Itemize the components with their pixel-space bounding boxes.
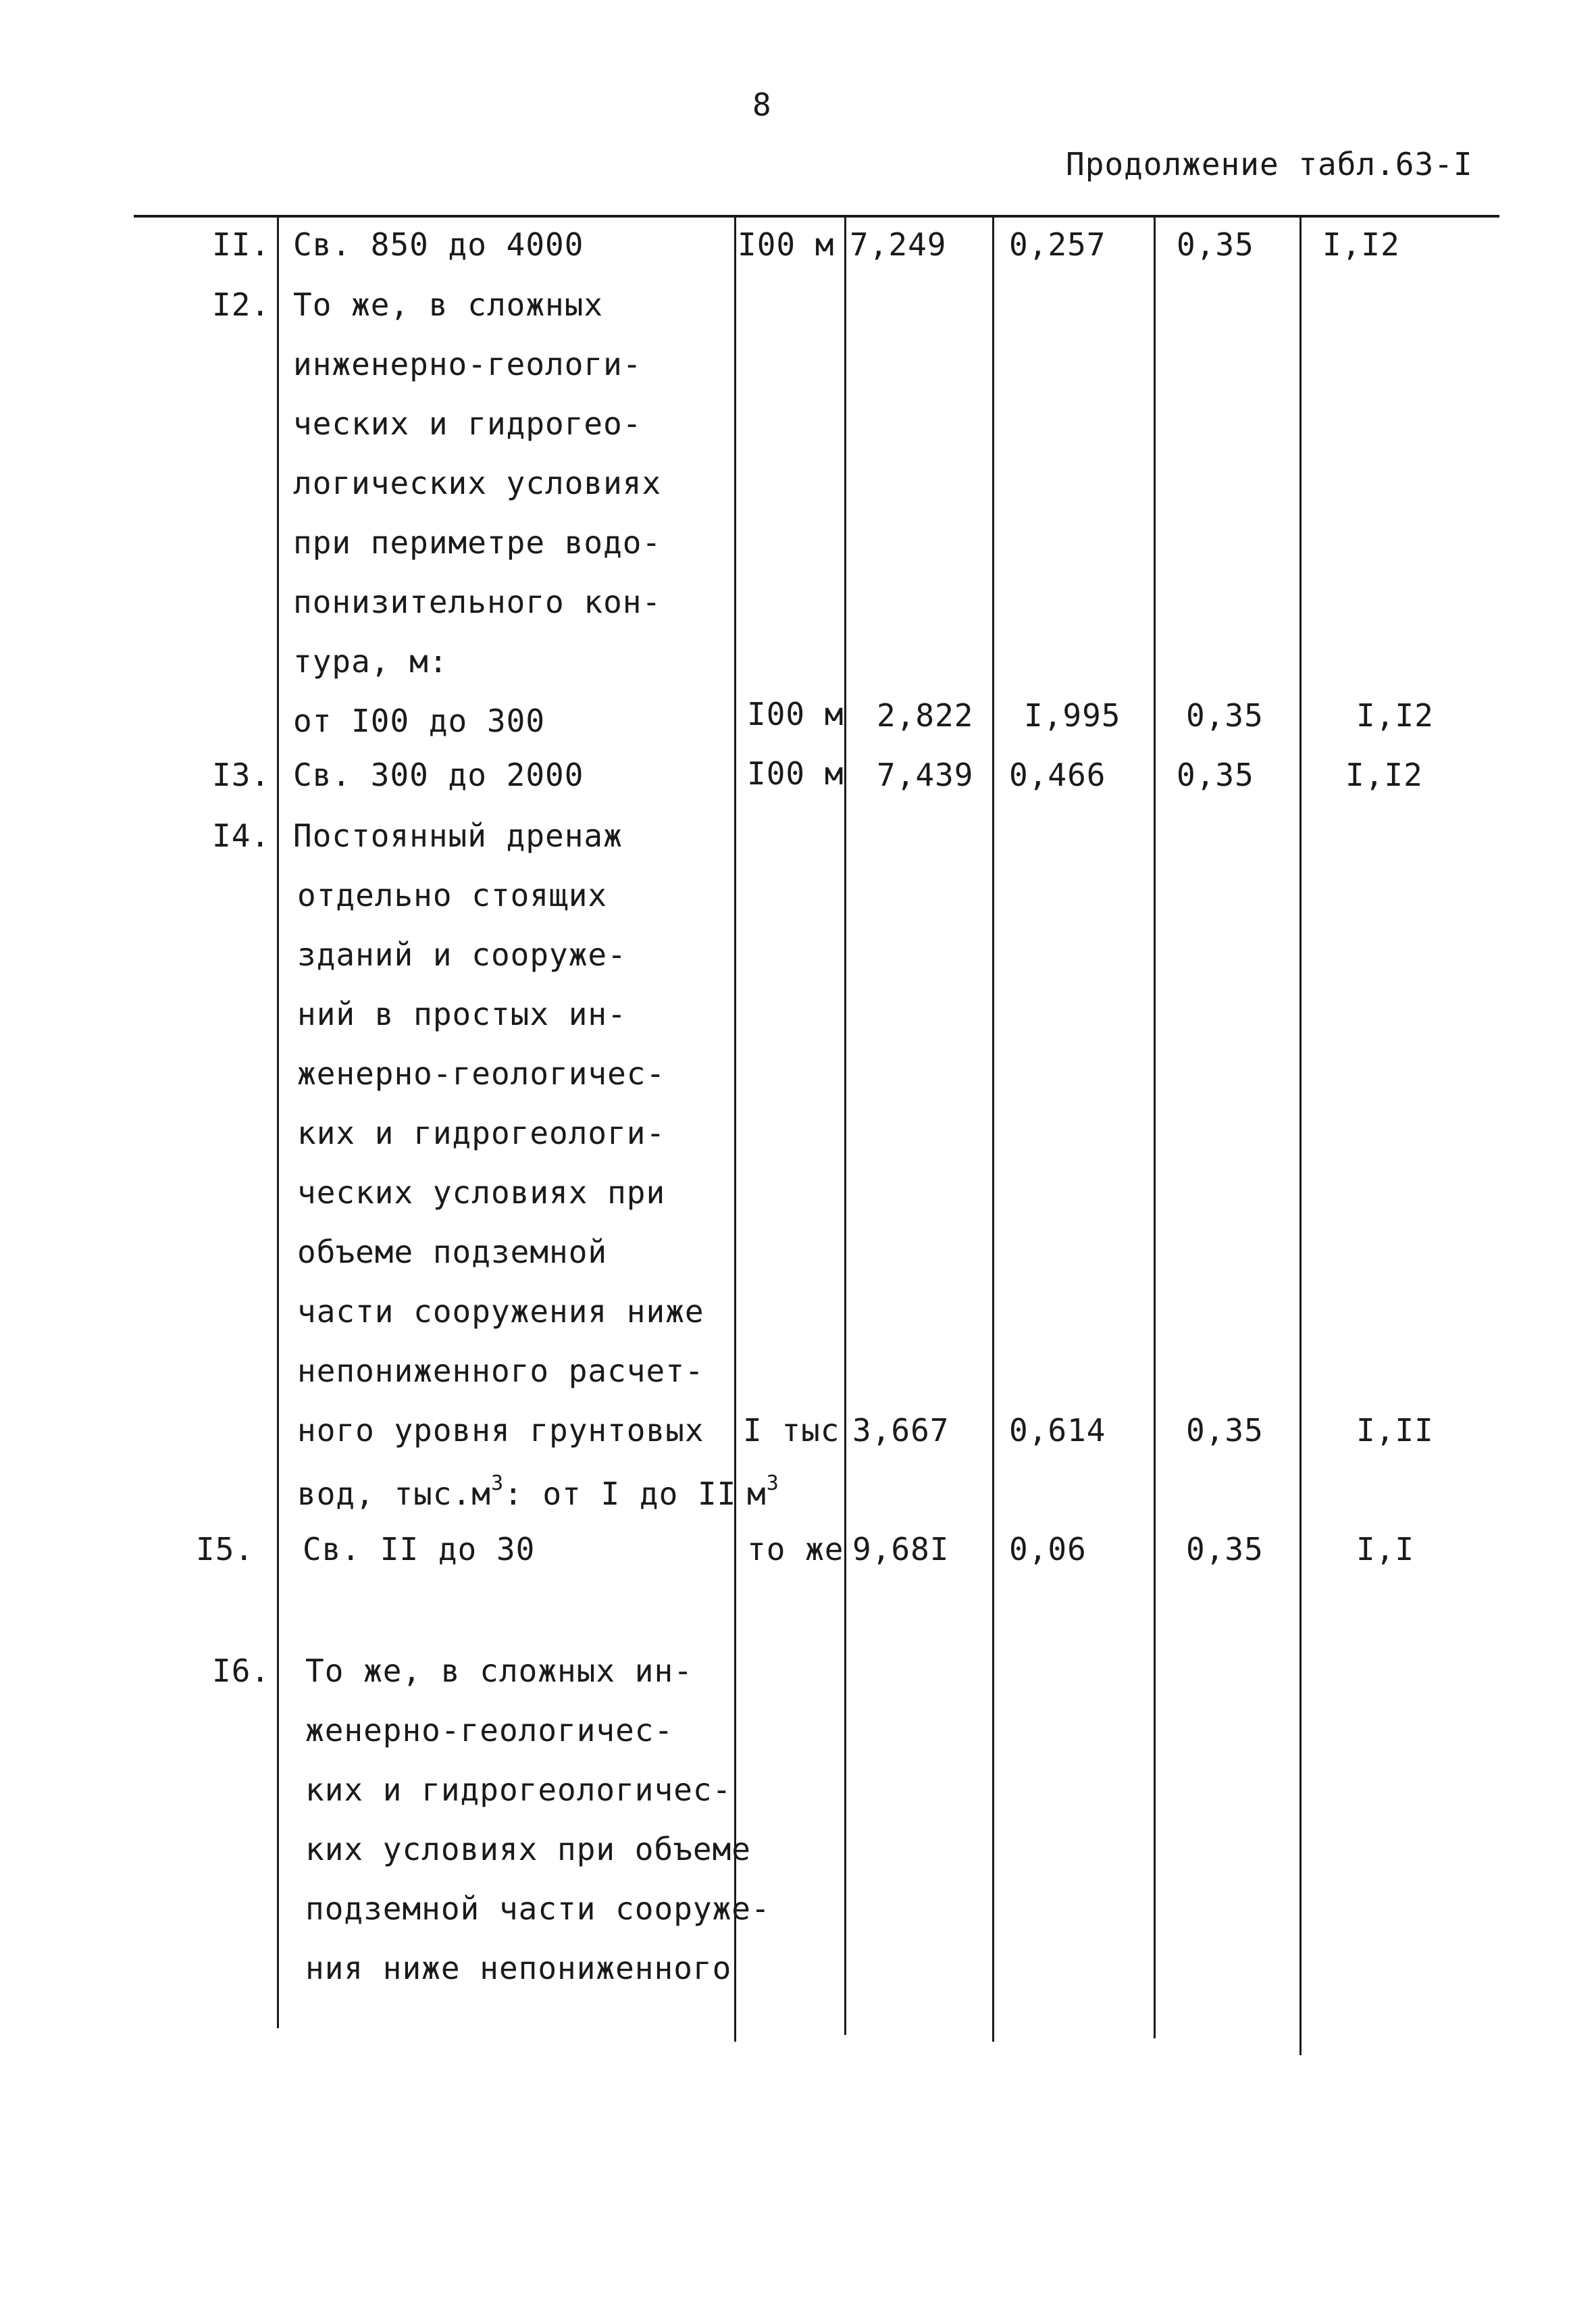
row-unit: I00 м xyxy=(747,755,844,792)
row-value-3: 0,35 xyxy=(1186,1531,1264,1567)
row-value-2: 0,257 xyxy=(1009,226,1106,263)
row-description-line: логических условиях xyxy=(293,465,662,501)
column-divider-1 xyxy=(277,218,279,2028)
row-unit: I00 м xyxy=(747,696,844,732)
row-unit: I00 м xyxy=(738,226,835,263)
row-description-line: Св. 300 до 2000 xyxy=(293,757,584,793)
row-description-line: ких условиях при объеме xyxy=(305,1831,751,1867)
column-divider-3 xyxy=(844,218,846,2035)
row-value-4: I,I xyxy=(1356,1531,1415,1567)
row-description-line: Св. 850 до 4000 xyxy=(293,226,584,263)
row-number: I2. xyxy=(212,286,271,323)
row-value-1: 7,249 xyxy=(850,226,947,263)
row-value-4: I,II xyxy=(1356,1412,1434,1449)
column-divider-2 xyxy=(734,218,736,2042)
row-description-text: : от I до II xyxy=(504,1476,737,1512)
row-value-1: 9,68I xyxy=(852,1531,950,1567)
row-value-2: 0,614 xyxy=(1009,1412,1106,1449)
row-number: I3. xyxy=(212,757,271,793)
row-value-4: I,I2 xyxy=(1345,757,1423,793)
column-divider-5 xyxy=(1154,218,1156,2038)
row-description-line: зданий и сооруже- xyxy=(297,936,627,973)
row-description-line: ния ниже непониженного xyxy=(305,1950,732,1986)
row-description-line: ний в простых ин- xyxy=(297,996,627,1032)
column-divider-6 xyxy=(1299,218,1302,2055)
row-description-line: подземной части сооруже- xyxy=(305,1890,771,1927)
superscript: 3 xyxy=(766,1472,779,1495)
row-number: I6. xyxy=(212,1653,271,1689)
row-description-line: ких и гидрогеологи- xyxy=(297,1115,666,1151)
row-value-2: I,995 xyxy=(1024,697,1121,734)
row-value-4: I,I2 xyxy=(1356,697,1434,734)
table-top-rule xyxy=(134,215,1499,218)
row-description-line: части сооружения ниже xyxy=(297,1293,704,1330)
row-number: I5. xyxy=(196,1531,255,1567)
row-description-line: ческих и гидрогео- xyxy=(293,405,642,442)
row-description-line: ческих условиях при xyxy=(297,1174,666,1211)
row-unit-continued xyxy=(747,1472,779,1512)
row-description-line xyxy=(297,1472,736,1512)
row-description-line: Постоянный дренаж xyxy=(293,818,623,854)
row-value-1: 7,439 xyxy=(877,757,974,793)
row-description-line: от I00 до 300 xyxy=(293,703,546,739)
row-description-line: при периметре водо- xyxy=(293,524,662,561)
table-continuation-label: Продолжение табл.63-I xyxy=(1066,146,1473,182)
row-description-line: инженерно-геологи- xyxy=(293,346,642,382)
row-description-line: понизительного кон- xyxy=(293,584,662,620)
row-description-line: непониженного расчет- xyxy=(297,1353,704,1389)
row-description-line: объеме подземной xyxy=(297,1234,608,1270)
row-description-line: женерно-геологичес- xyxy=(297,1055,666,1092)
row-description-line: Св. II до 30 xyxy=(303,1531,536,1567)
page-number: 8 xyxy=(752,86,771,123)
row-unit: I тыс xyxy=(743,1412,840,1449)
column-divider-4 xyxy=(992,218,994,2042)
row-value-3: 0,35 xyxy=(1177,226,1254,263)
row-description-line: отдельно стоящих xyxy=(297,877,608,913)
superscript: 3 xyxy=(490,1472,505,1495)
row-unit: то же xyxy=(747,1531,844,1567)
row-description-line: женерно-геологичес- xyxy=(305,1712,674,1749)
row-number: II. xyxy=(212,226,271,263)
row-value-4: I,I2 xyxy=(1322,226,1400,263)
row-value-3: 0,35 xyxy=(1186,1412,1264,1449)
row-value-3: 0,35 xyxy=(1186,697,1264,734)
row-unit-text: м xyxy=(747,1476,767,1512)
row-description-line: тура, м: xyxy=(293,643,448,680)
row-number: I4. xyxy=(212,818,271,854)
row-value-1: 3,667 xyxy=(852,1412,950,1449)
row-description-line: ного уровня грунтовых xyxy=(297,1412,704,1449)
row-value-1: 2,822 xyxy=(877,697,974,734)
row-description-line: То же, в сложных ин- xyxy=(305,1653,693,1689)
row-value-2: 0,06 xyxy=(1009,1531,1087,1567)
row-description-line: ких и гидрогеологичес- xyxy=(305,1771,732,1808)
row-description-text: вод, тыс.м xyxy=(297,1476,491,1512)
row-value-3: 0,35 xyxy=(1177,757,1254,793)
row-description-line: То же, в сложных xyxy=(293,286,604,323)
row-value-2: 0,466 xyxy=(1009,757,1106,793)
